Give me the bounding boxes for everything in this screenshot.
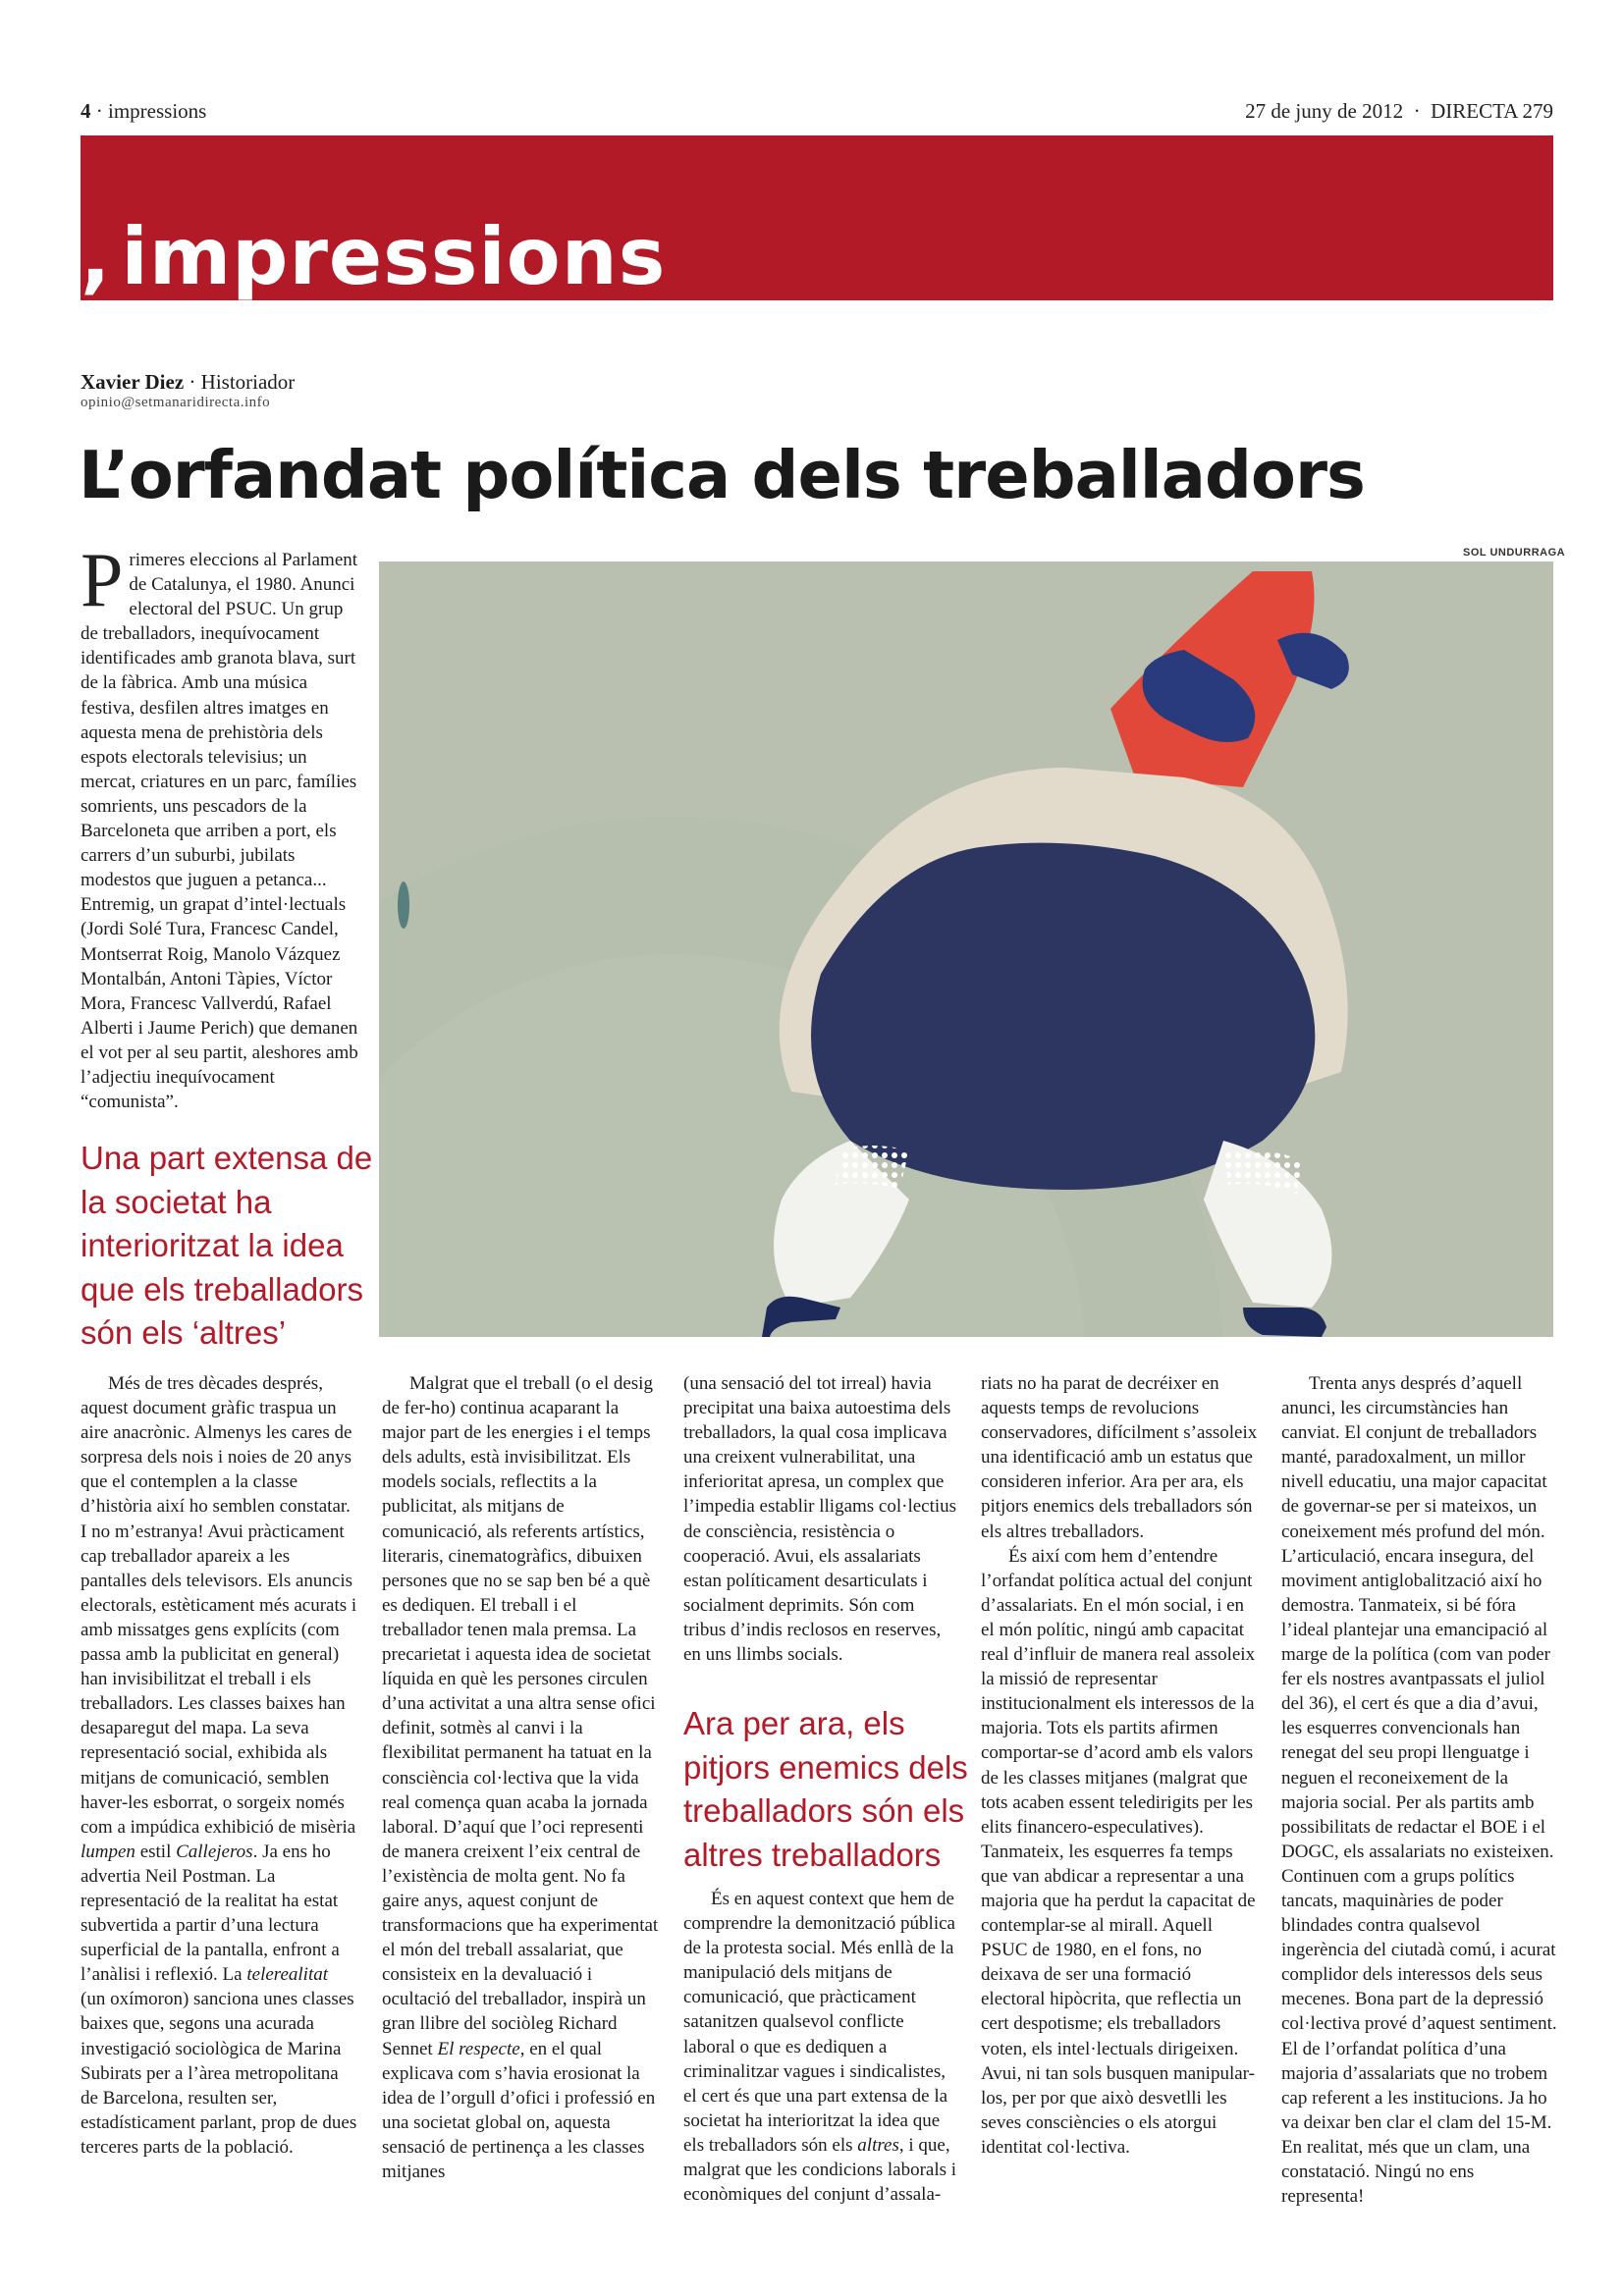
article-column-3-bottom (683, 1887, 960, 2207)
column-3-text-b: , i que, malgrat que les condicions laborals i econòmiques del conjunt d’assala- (683, 2134, 957, 2206)
column-2-text-a: Malgrat que el treball (o el desig de fer-ho) continua acaparant la major part de les energies i el temps dels adults, està invisibilitzat. Els models socials, reflectits a la publicitat, als mitjans de comunicació, als referents artístics, literaris, cinematogràfics, dibuixen persones que no se sap ben bé a què es dediquen. El treball i el treballador tenen mala premsa. La precarietat i aquesta idea de societat líquida en què les persones circulen d’una activitat a una altra sense ofici definit, sotmès al canvi i la flexibilitat permanent ha tatuat en la consciència col·lectiva que la vida real comença quan acaba la jornada laboral. D’aquí que l’oci representi de manera creixent l’eix central de l’existència de molta gent. No fa gaire anys, aquest conjunt de transformacions que ha experimentat el món del treball assalariat, que consisteix en la devaluació i ocultació del treballador, inspirà un gran llibre del sociòleg Richard Sennet (382, 1373, 659, 2059)
article-column-4 (981, 1371, 1258, 2160)
article-column-2 (382, 1371, 659, 2184)
lumpen-italic: lumpen (81, 1841, 135, 1862)
article-headline: L’orfandat política dels treballadors (79, 437, 1365, 513)
author-role: Historiador (200, 370, 296, 394)
altres-italic: altres (857, 2134, 899, 2156)
article-illustration (379, 561, 1553, 1337)
drop-cap: P (81, 537, 124, 622)
intro-paragraph (81, 537, 358, 1114)
article-column-5 (1281, 1371, 1558, 2209)
intro-text: rimeres eleccions al Parlament de Catalunya, el 1980. Anunci electoral del PSUC. Un grup de treballadors, inequívocament identificades amb granota blava, surt de la fàbrica. Amb una música festiva, desfilen altres imatges en aquesta mena de prehistòria dels espots electorals televisius; un mercat, criatures en un parc, famílies somrients, uns pescadors de la Barceloneta que arriben a port, els carrers d’un suburbi, jubilats modestos que juguen a petanca... Entremig, un grapat d’intel·lectuals (Jordi Solé Tura, Francesc Candel, Montserrat Roig, Manolo Vázquez Montalbán, Antoni Tàpies, Víctor Mora, Francesc Vallverdú, Rafael Alberti i Jaume Perich) que demanen el vot per al seu partit, aleshores amb l’adjectiu inequívocament “comunista”. (81, 550, 358, 1113)
column-2-text-b: , en el qual explicava com s’havia erosionat la idea de l’orgull d’ofici i professió en una societat global on, aquesta sensació de pertinença a les classes mitjanes (382, 2038, 656, 2182)
folio-right (1245, 99, 1553, 124)
issue-date: 27 de juny de 2012 (1245, 99, 1404, 123)
column-2-paragraph (382, 1371, 659, 2184)
column-1-paragraph (81, 1371, 357, 2160)
ink-spot (398, 881, 409, 929)
illustration-credit: SOL UNDURRAGA (1463, 547, 1566, 559)
publication-name: DIRECTA 279 (1431, 99, 1553, 123)
column-5-paragraph: Trenta anys després d’aquell anunci, les circumstàncies han canviat. El conjunt de treballadors manté, paradoxalment, un millor nivell educatiu, una major capacitat de governar-se per si mateixos, un coneixement més profund del món. L’articulació, encara insegura, del moviment antiglobalització així ho demostra. Tanmateix, si bé fóra l’ideal plantejar una emancipació al marge de la política (com van poder fer els nostres avantpassats el juliol del 36), el cert és que a dia d’avui, les esquerres convencionals han renegat del seu propi llenguatge i neguen el reconeixement de la majoria social. Per als partits amb possibilitats de redactar el BOE i el DOGC, els assalariats no existeixen. Continuen com a grups polítics tancats, maquinàries de poder blindades contra qualsevol ingerència del ciutadà comú, i acurat complidor dels interessos dels seus mecenes. Bona part de la depressió col·lectiva prové d’aquest sentiment. El de l’orfandat política d’una majoria d’assalariats que no trobem cap referent a les institucions. Ja ho va deixar ben clar el clam del 15-M. En realitat, més que un clam, una constatació. Ningú no ens representa! (1281, 1373, 1557, 2208)
section-title (81, 211, 667, 302)
folio-separator-2: · (1413, 99, 1421, 123)
author-email[interactable]: opinio@setmanaridirecta.info (81, 395, 271, 410)
left-lace (836, 1146, 909, 1190)
section-title-text: impressions (121, 211, 667, 302)
section-comma: , (81, 211, 112, 302)
callejeros-italic: Callejeros (176, 1841, 253, 1862)
article-column-1 (81, 1371, 357, 2160)
column-3-paragraph-top: (una sensació del tot irreal) havia precipitat una baixa autoestima dels treballadors, la qual cosa implicava una creixent vulnerabilitat, una inferioritat apresa, un complex que l’impedia establir lligams col·lectius de consciència, resistència o cooperació. Avui, els assalariats estan políticament desarticulats i socialment deprimits. Són com tribus d’indis reclosos en reserves, en uns llimbs socials. (683, 1373, 957, 1666)
column-4-paragraph-1: riats no ha parat de decréixer en aquests temps de revolucions conservadores, difícilment s’assoleix una identificació amb un estatus que consideren inferior. Ara per ara, els pitjors enemics dels treballadors són els altres treballadors. (981, 1373, 1258, 1542)
author-name: Xavier Diez (81, 370, 185, 394)
book-title-italic: El respecte (437, 2038, 520, 2059)
column-3-paragraph-bottom (683, 1887, 960, 2207)
column-3-text-a: És en aquest context que hem de comprendre la demonització pública de la protesta social. Més enllà de la manipulació dels mitjans de comunicació, que pràcticament satanitzen qualsevol conflicte laboral o que es dediquen a criminalitzar vagues i sindicalistes, el cert és que una part extensa de la societat ha interioritzat la idea que els treballadors són els (683, 1889, 955, 2156)
byline (81, 370, 295, 395)
byline-separator: · (189, 370, 196, 394)
pull-quote-1: Una part extensa de la societat ha interioritzat la idea que els treballadors són els ‘altres’ (81, 1140, 373, 1351)
folio-section: impressions (108, 99, 207, 123)
telerealitat-italic: telerealitat (246, 1964, 329, 1986)
pull-quote-2: Ara per ara, els pitjors enemics dels treballadors són els altres treballadors (683, 1705, 968, 1873)
column-1-text-a: Més de tres dècades després, aquest document gràfic traspua un aire anacrònic. Almenys les cares de sorpresa dels nois i noies de 20 anys que el contemplen a la classe d’història així ho semblen constatar. I no m’estranya! Avui pràcticament cap treballador apareix a les pantalles dels televisors. Els anuncis electorals, estèticament més acurats i amb missatges gens explícits (com passa amb la publicitat en general) han invisibilitzat el treball i els treballadors. Les classes baixes han desaparegut del mapa. La seva representació social, exhibida als mitjans de comunicació, semblen haver-les esborrat, o sorgeix només com a impúdica exhibició de misèria (81, 1373, 357, 1838)
column-1-text-b: estil (135, 1841, 177, 1862)
column-4-paragraph-2: És així com hem d’entendre l’orfandat política actual del conjunt d’assalariats. En el món social, i en el món polític, ningú amb capacitat real d’influir de manera real assoleix la missió de representar institucionalment els interessos de la majoria. Tots els partits afirmen comportar-se d’acord amb els valors de les classes mitjanes (malgrat que tots acaben essent teledirigits per les elits financero-especulatives). Tanmateix, les esquerres fa temps que van abdicar a representar a una majoria que ha perdut la capacitat de contemplar-se al mirall. Aquell PSUC de 1980, en el fons, no deixava de ser una formació electoral hipòcrita, que reflectia un cert despotisme; els treballadors voten, els intel·lectuals dirigeixen. Avui, ni tan sols busquen manipular-los, per por que això desvetlli les seves consciències o els atorgui identitat col·lectiva. (981, 1545, 1256, 2158)
folio-left (81, 99, 206, 124)
column-1-text-c: . Ja ens ho advertia Neil Postman. La representació de la realitat ha estat subvertida a partir d’una lectura superficial de la pantalla, enfront a l’anàlisi i reflexió. La (81, 1841, 340, 1986)
article-column-3-top (683, 1371, 960, 1667)
folio-separator: · (95, 99, 103, 123)
page-number: 4 (81, 99, 91, 123)
column-1-text-d: (un oxímoron) sanciona unes classes baixes que, segons una acurada investigació sociològica de Marina Subirats per a l’àrea metropolitana de Barcelona, resulten ser, estadísticament parlant, prop de dues terceres parts de la població. (81, 1989, 357, 2158)
